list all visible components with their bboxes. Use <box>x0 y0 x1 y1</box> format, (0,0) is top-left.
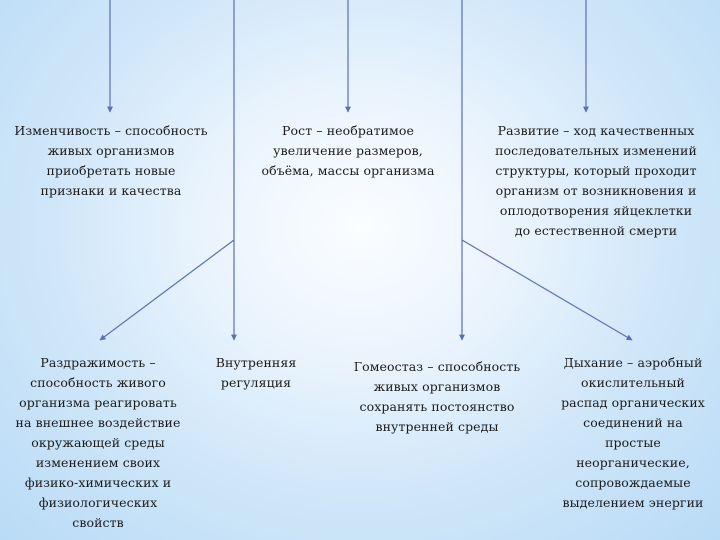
node-irritability: Раздражимость – способность живого организма реагировать на внешнее воздействие окружающей среды изменением своих физико-химических и физиологических свойств <box>15 355 181 530</box>
node-development: Развитие – ход качественных последовательных изменений структуры, который проходит организм от возникновения и оплодотворения яйцеклетки до естественной смерти <box>495 123 697 238</box>
node-variability: Изменчивость – способность живых организмов приобретать новые признаки и качества <box>14 123 208 198</box>
arrow-to-respiration <box>462 240 632 340</box>
arrow-to-irritability <box>100 240 234 340</box>
node-growth: Рост – необратимое увеличение размеров, объёма, массы организма <box>261 123 435 178</box>
node-homeostasis: Гомеостаз – способность живых организмов сохранять постоянство внутренней среды <box>353 359 521 434</box>
node-internal-regulation: Внутренняя регуляция <box>215 355 297 390</box>
node-respiration: Дыхание – аэробный окислительный распад органических соединений на простые неорганические, сопровождаемые выделением энергии <box>561 355 705 510</box>
